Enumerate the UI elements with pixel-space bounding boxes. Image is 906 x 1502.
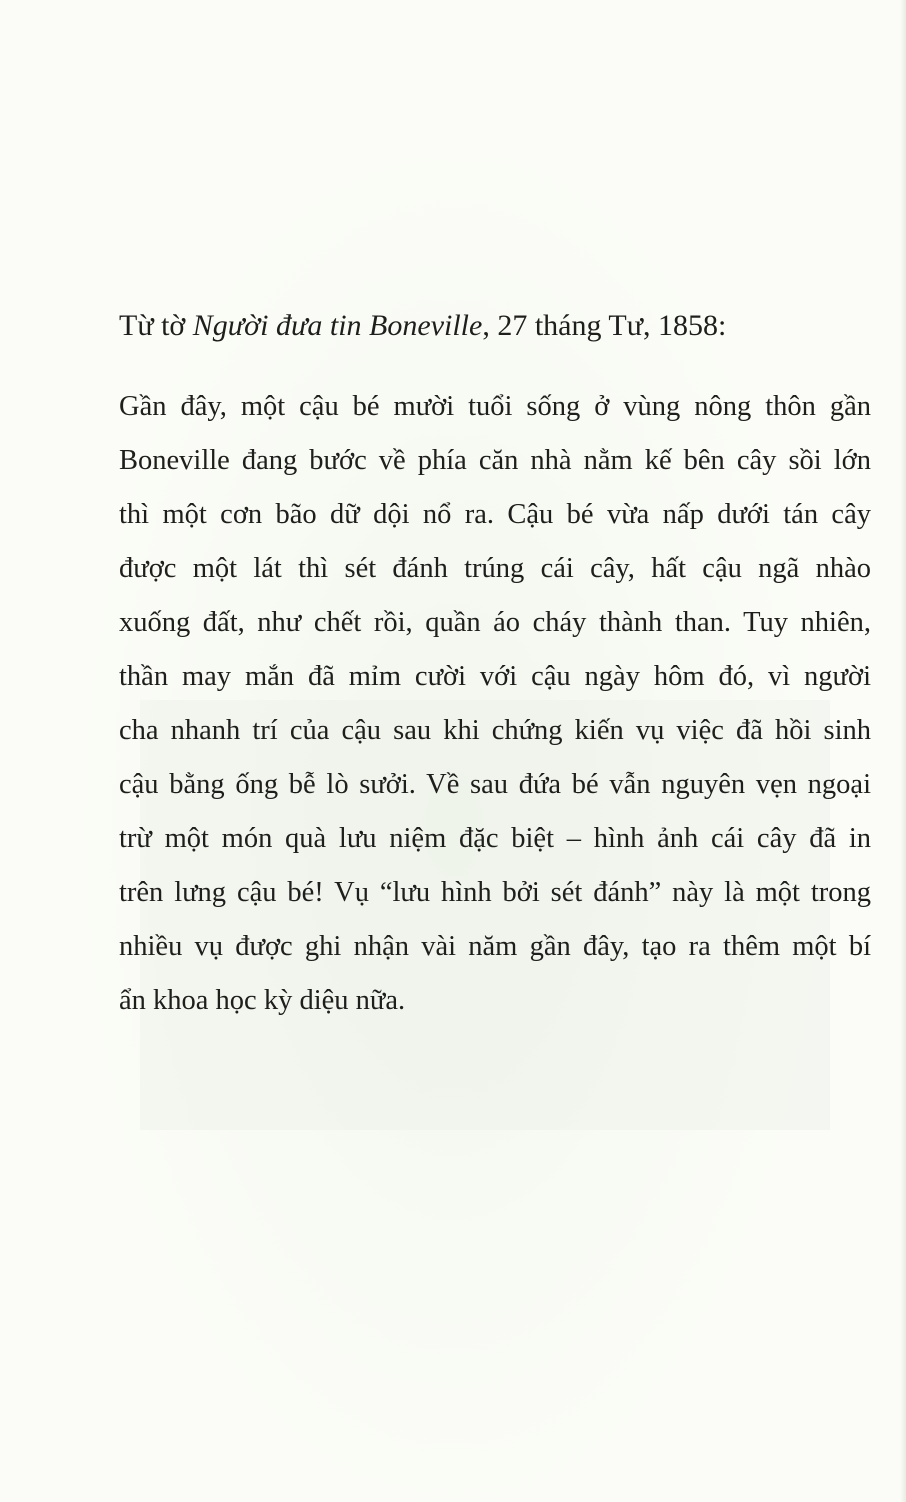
source-date: , 27 tháng Tư, 1858: <box>482 309 727 342</box>
paragraph-line: cha nhanh trí của cậu sau khi chứng kiến vụ việc đã hồi sinh <box>119 715 871 746</box>
paragraph-line: Boneville đang bước về phía căn nhà nằm kế bên cây sồi lớn <box>119 445 871 476</box>
paragraph-line: trừ một món quà lưu niệm đặc biệt – hình ảnh cái cây đã in <box>119 823 871 854</box>
body-paragraph <box>119 380 871 1028</box>
paragraph-line: ẩn khoa học kỳ diệu nữa. <box>119 985 406 1016</box>
paragraph-line: được một lát thì sét đánh trúng cái cây, hất cậu ngã nhào <box>119 553 871 584</box>
paragraph-line: thì một cơn bão dữ dội nổ ra. Cậu bé vừa nấp dưới tán cây <box>119 499 871 530</box>
paragraph-line: cậu bằng ống bễ lò sưởi. Về sau đứa bé vẫn nguyên vẹn ngoại <box>119 769 871 800</box>
paragraph-line: xuống đất, như chết rồi, quần áo cháy thành than. Tuy nhiên, <box>119 607 871 638</box>
source-prefix: Từ tờ <box>119 309 186 342</box>
paragraph-line: Gần đây, một cậu bé mười tuổi sống ở vùng nông thôn gần <box>119 391 871 422</box>
source-publication: Người đưa tin Boneville <box>192 309 483 342</box>
source-citation <box>119 306 839 346</box>
page-edge <box>900 0 906 1502</box>
paragraph-line: trên lưng cậu bé! Vụ “lưu hình bởi sét đánh” này là một trong <box>119 877 871 908</box>
paragraph-line: thần may mắn đã mỉm cười với cậu ngày hôm đó, vì người <box>119 661 871 692</box>
paragraph-line: nhiều vụ được ghi nhận vài năm gần đây, tạo ra thêm một bí <box>119 931 871 962</box>
